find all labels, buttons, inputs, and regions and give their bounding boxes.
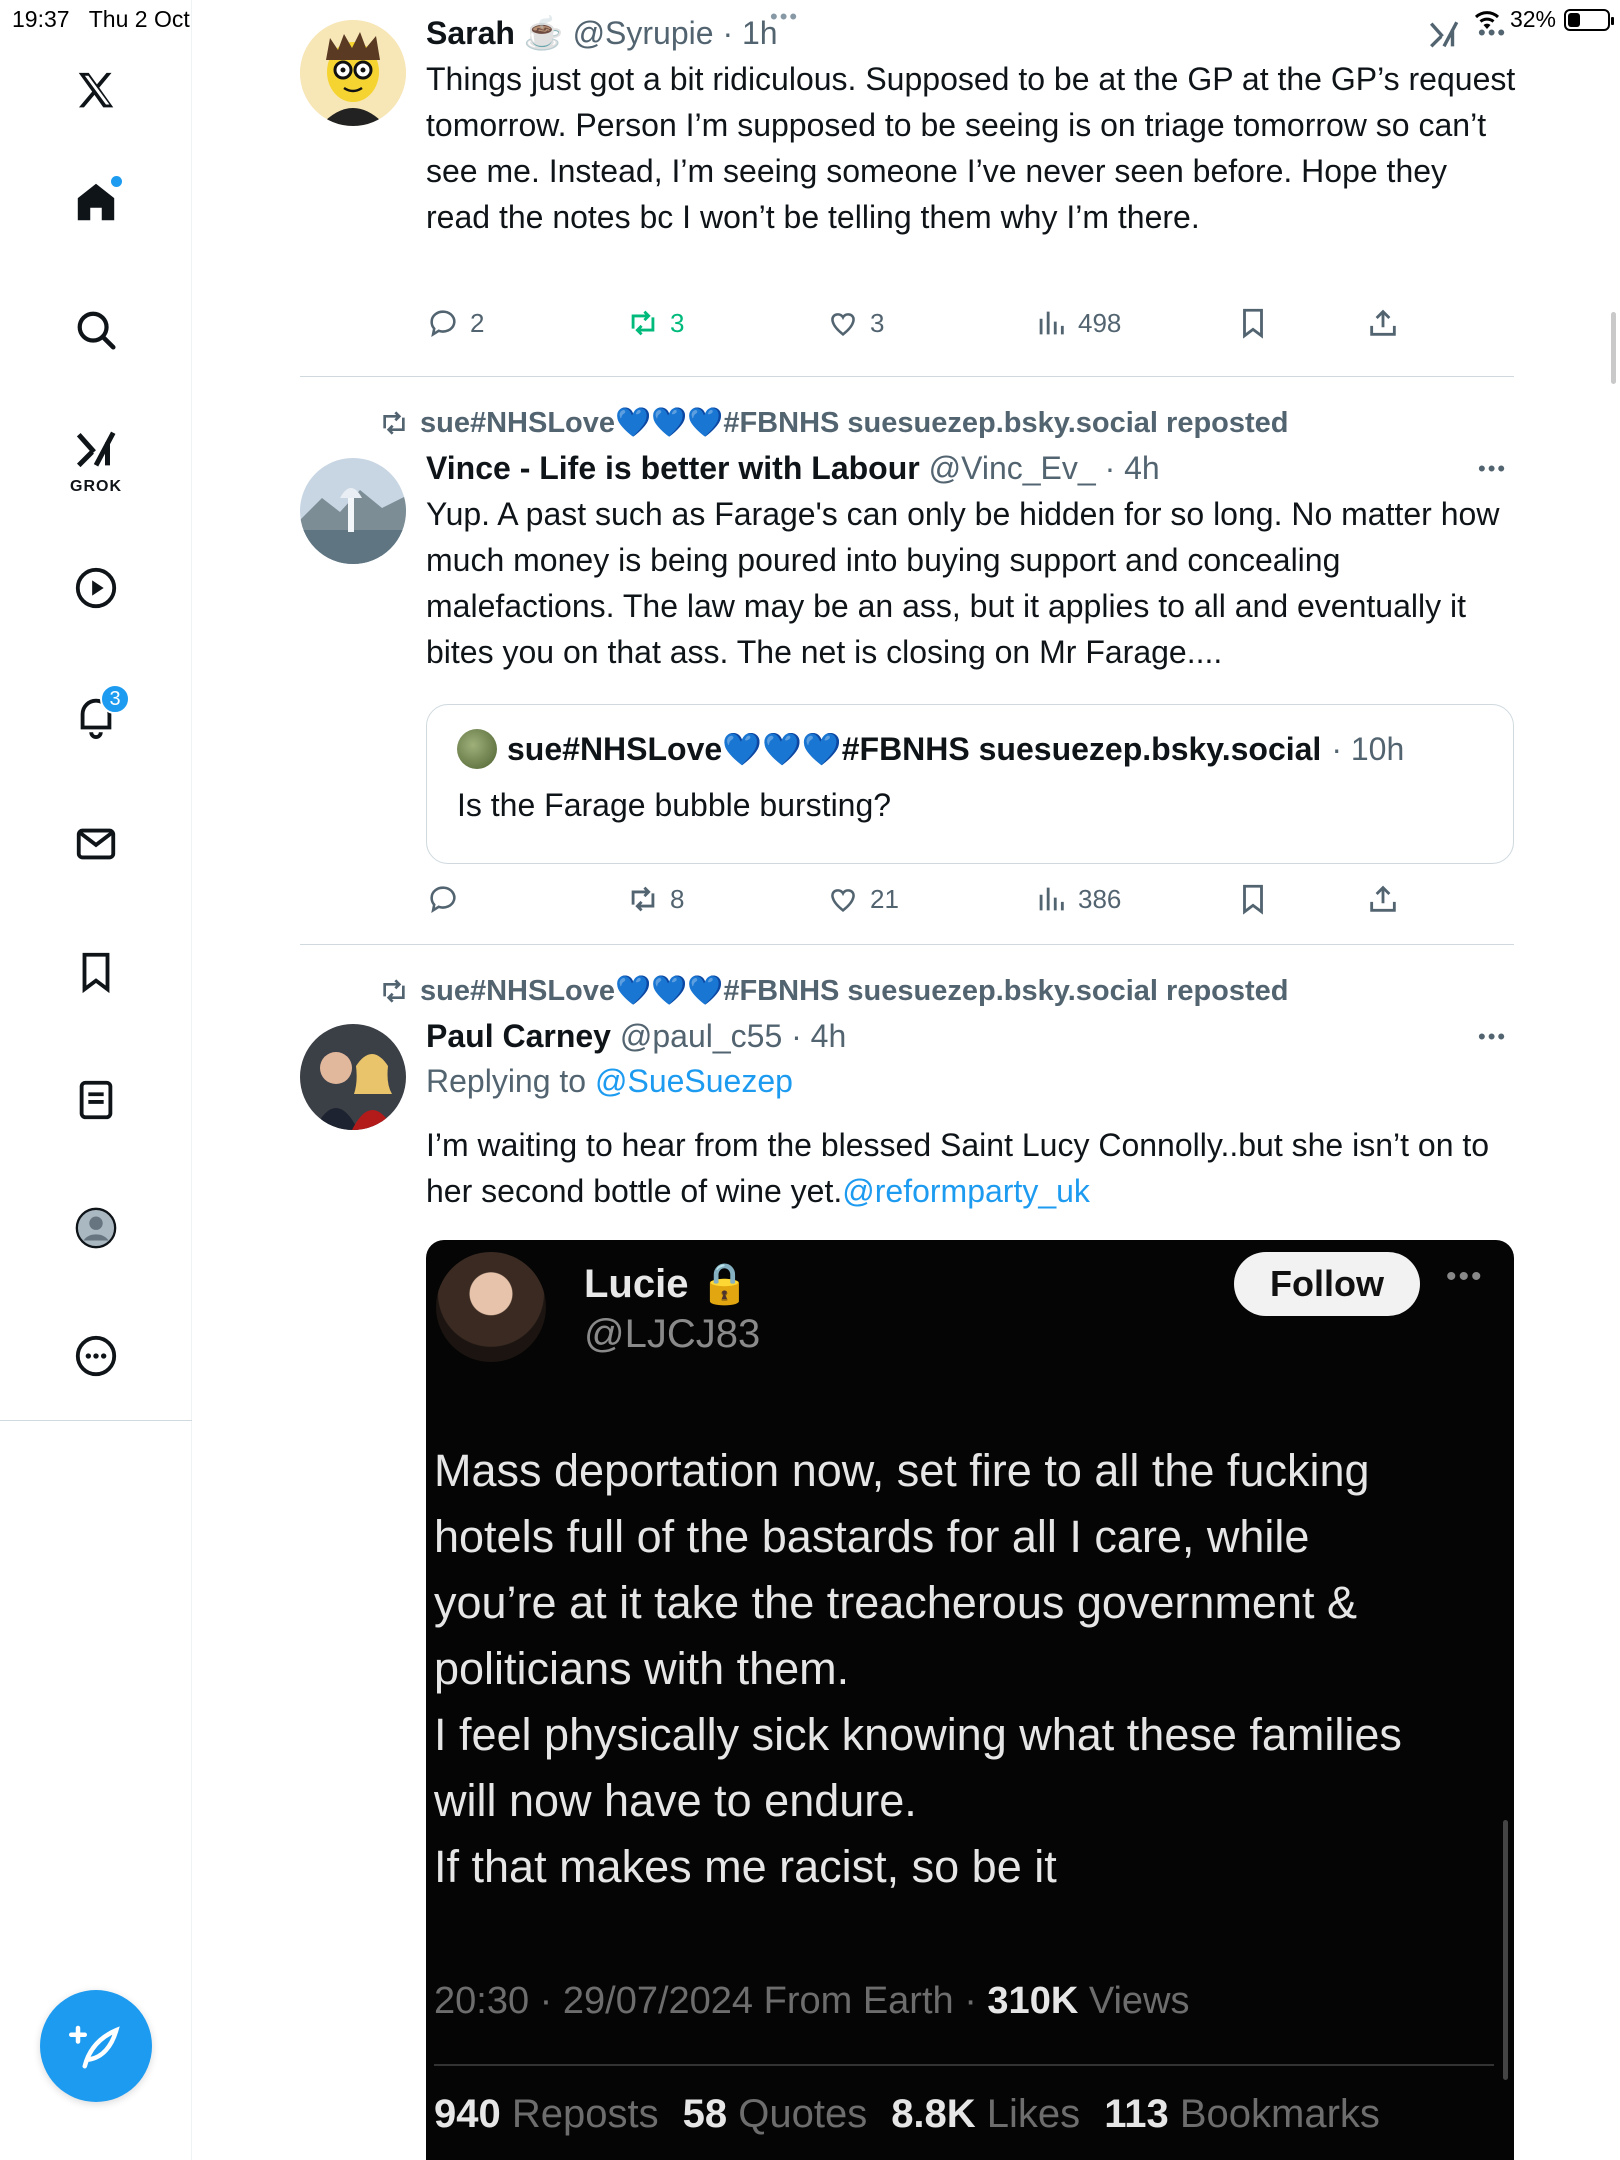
heart-icon [826,306,860,340]
post-author-handle[interactable]: @paul_c55 [619,1018,783,1054]
embedded-follow-button: Follow [1234,1252,1420,1316]
post-time[interactable]: · 4h [1104,450,1160,486]
bookmarks-icon[interactable] [66,942,126,1002]
reply-button[interactable] [426,882,470,916]
status-time-date: 19:37 Thu 2 Oct [12,6,190,32]
post-text-container [426,1122,1516,1214]
view-count: 498 [1078,307,1122,338]
embedded-line: hotels full of the bastards for all I care, while [434,1511,1310,1562]
embedded-meta [434,1980,1190,2023]
heart-icon [826,882,860,916]
post-3[interactable] [426,1018,1516,1214]
repost-button[interactable] [626,882,684,916]
embedded-line: I feel physically sick knowing what these families [434,1709,1402,1760]
reply-button[interactable] [426,306,484,340]
embedded-line: will now have to endure. [434,1775,917,1826]
embedded-divider [434,2064,1494,2066]
like-button[interactable] [826,882,899,916]
avatar-paul[interactable] [300,1024,406,1130]
post-2[interactable] [426,450,1516,675]
embedded-line: Mass deportation now, set fire to all the fucking [434,1445,1370,1496]
compose-post-button[interactable] [40,1990,152,2102]
avatar-vince[interactable] [300,458,406,564]
repost-count: 3 [670,307,685,338]
embedded-timestamp: 20:30 · 29/07/2024 From Earth · [434,1980,988,2022]
quoted-text: Is the Farage bubble bursting? [457,787,892,823]
search-icon[interactable] [66,300,126,360]
post-time[interactable]: · 1h [722,15,778,51]
reply-icon [426,306,460,340]
video-play-icon[interactable] [66,558,126,618]
bookmark-button[interactable] [1236,306,1270,340]
view-count: 386 [1078,883,1122,914]
repost-icon [626,306,660,340]
reply-icon [426,882,460,916]
post-1-header [426,14,1516,52]
corner-more-icon[interactable]: ••• [1478,20,1508,45]
post-author-handle[interactable]: @Syrupie [572,15,714,51]
notifications-bell-icon[interactable] [66,686,126,746]
post-1-actions [426,306,1426,350]
post-image[interactable] [426,1240,1514,2160]
embedded-views-label: Views [1078,1980,1190,2022]
post-time[interactable]: · 4h [791,1018,847,1054]
share-icon [1366,306,1400,340]
embedded-views-count: 310K [987,1980,1079,2022]
embedded-reposts: 940 Reposts [434,2092,659,2136]
bookmark-button[interactable] [1236,882,1270,916]
embedded-line: you’re at it take the treacherous government & [434,1577,1358,1628]
post-2-actions [426,882,1426,926]
embedded-bookmarks: 113 Bookmarks [1104,2092,1380,2136]
post-divider [300,944,1514,945]
post-text: Yup. A past such as Farage's can only be hidden for so long. No matter how much money is being poured into buying support and concealing malefactions. The law may be an ass, but it applies to all and eventually it bites you on that ass. The net is closing on Mr Farage.... [426,496,1500,670]
mention-link[interactable]: @reformparty_uk [842,1173,1090,1209]
notification-badge: 3 [100,684,130,714]
embedded-line: politicians with them. [434,1643,850,1694]
repost-button[interactable] [626,306,684,340]
views-button[interactable] [1034,882,1121,916]
replying-to-link[interactable]: @SueSuezep [594,1063,793,1099]
post-1[interactable] [426,14,1516,240]
repost-small-icon [378,975,410,1007]
views-chart-icon [1034,882,1068,916]
embedded-more-icon: ••• [1446,1260,1484,1293]
lists-icon[interactable] [66,1070,126,1130]
battery-percent: 32% [1509,6,1556,32]
post-3-repost-indicator[interactable] [378,974,1289,1008]
post-1-more-icon[interactable]: ••• [770,4,800,29]
like-button[interactable] [826,306,884,340]
x-logo-icon[interactable] [66,62,126,122]
share-icon [1366,882,1400,916]
embedded-text [434,1438,1504,1900]
like-count: 3 [870,307,885,338]
embedded-author-handle: @LJCJ83 [584,1312,761,1356]
embedded-line: If that makes me racist, so be it [434,1841,1057,1892]
repost-small-icon [378,407,410,439]
home-icon[interactable] [66,172,126,232]
views-chart-icon [1034,306,1068,340]
post-author-name[interactable]: Vince - Life is better with Labour [426,450,920,486]
repost-label: sue#NHSLove💙💙💙#FBNHS suesuezep.bsky.social reposted [420,975,1289,1007]
repost-count: 8 [670,883,685,914]
messages-icon[interactable] [66,814,126,874]
grok-label: GROK [70,478,122,495]
quoted-time: · 10h [1331,730,1405,767]
post-3-more-icon[interactable]: ••• [1478,1024,1508,1049]
like-count: 21 [870,883,899,914]
quoted-post[interactable] [426,704,1514,864]
home-unread-dot [111,176,122,187]
embedded-scrollbar [1503,1820,1508,2080]
share-button[interactable] [1366,306,1400,340]
quoted-author-name: sue#NHSLove💙💙💙#FBNHS suesuezep.bsky.social [507,731,1322,767]
repost-label: sue#NHSLove💙💙💙#FBNHS suesuezep.bsky.social reposted [420,407,1289,439]
embedded-author-name: Lucie 🔒 [584,1262,750,1306]
post-2-more-icon[interactable]: ••• [1478,456,1508,481]
sidebar [0,0,192,2160]
post-author-handle[interactable]: @Vinc_Ev_ [928,450,1096,486]
replying-prefix: Replying to [426,1063,595,1099]
bookmark-icon [1236,882,1270,916]
post-2-header [426,450,1516,487]
embedded-avatar [436,1252,546,1362]
views-button[interactable] [1034,306,1121,340]
sidebar-divider [0,1420,192,1421]
share-button[interactable] [1366,882,1400,916]
repost-icon [626,882,660,916]
battery-icon [1564,9,1610,31]
post-author-name[interactable]: Paul Carney [426,1018,611,1054]
profile-avatar-icon[interactable] [66,1198,126,1258]
quoted-post-header [457,729,1483,769]
embedded-quotes: 58 Quotes [682,2092,868,2136]
embedded-stats [434,2092,1380,2137]
post-author-name[interactable]: Sarah ☕ [426,15,564,51]
embedded-likes: 8.8K Likes [891,2092,1081,2136]
more-options-icon[interactable] [66,1326,126,1386]
quoted-avatar [457,729,497,769]
avatar-sarah[interactable] [300,20,406,126]
feather-plus-icon [69,2019,123,2073]
grok-icon[interactable] [66,420,126,480]
page-scrollbar[interactable] [1611,312,1616,384]
post-3-header [426,1018,1516,1055]
post-text: Things just got a bit ridiculous. Supposed to be at the GP at the GP’s request tomorrow. Person I’m supposed to be seeing is on triage tomorrow so can’t see me. Instead, I’m seeing someone I’ve never seen before. Hope they read the notes bc I won’t be telling them why I’m there. [426,61,1516,235]
bookmark-icon [1236,306,1270,340]
post-2-repost-indicator[interactable] [378,406,1289,440]
reply-count: 2 [470,307,485,338]
post-text: I’m waiting to hear from the blessed Saint Lucy Connolly..but she isn’t on to her second bottle of wine yet. [426,1127,1490,1209]
replying-to-line [426,1063,1516,1100]
post-divider [300,376,1514,377]
